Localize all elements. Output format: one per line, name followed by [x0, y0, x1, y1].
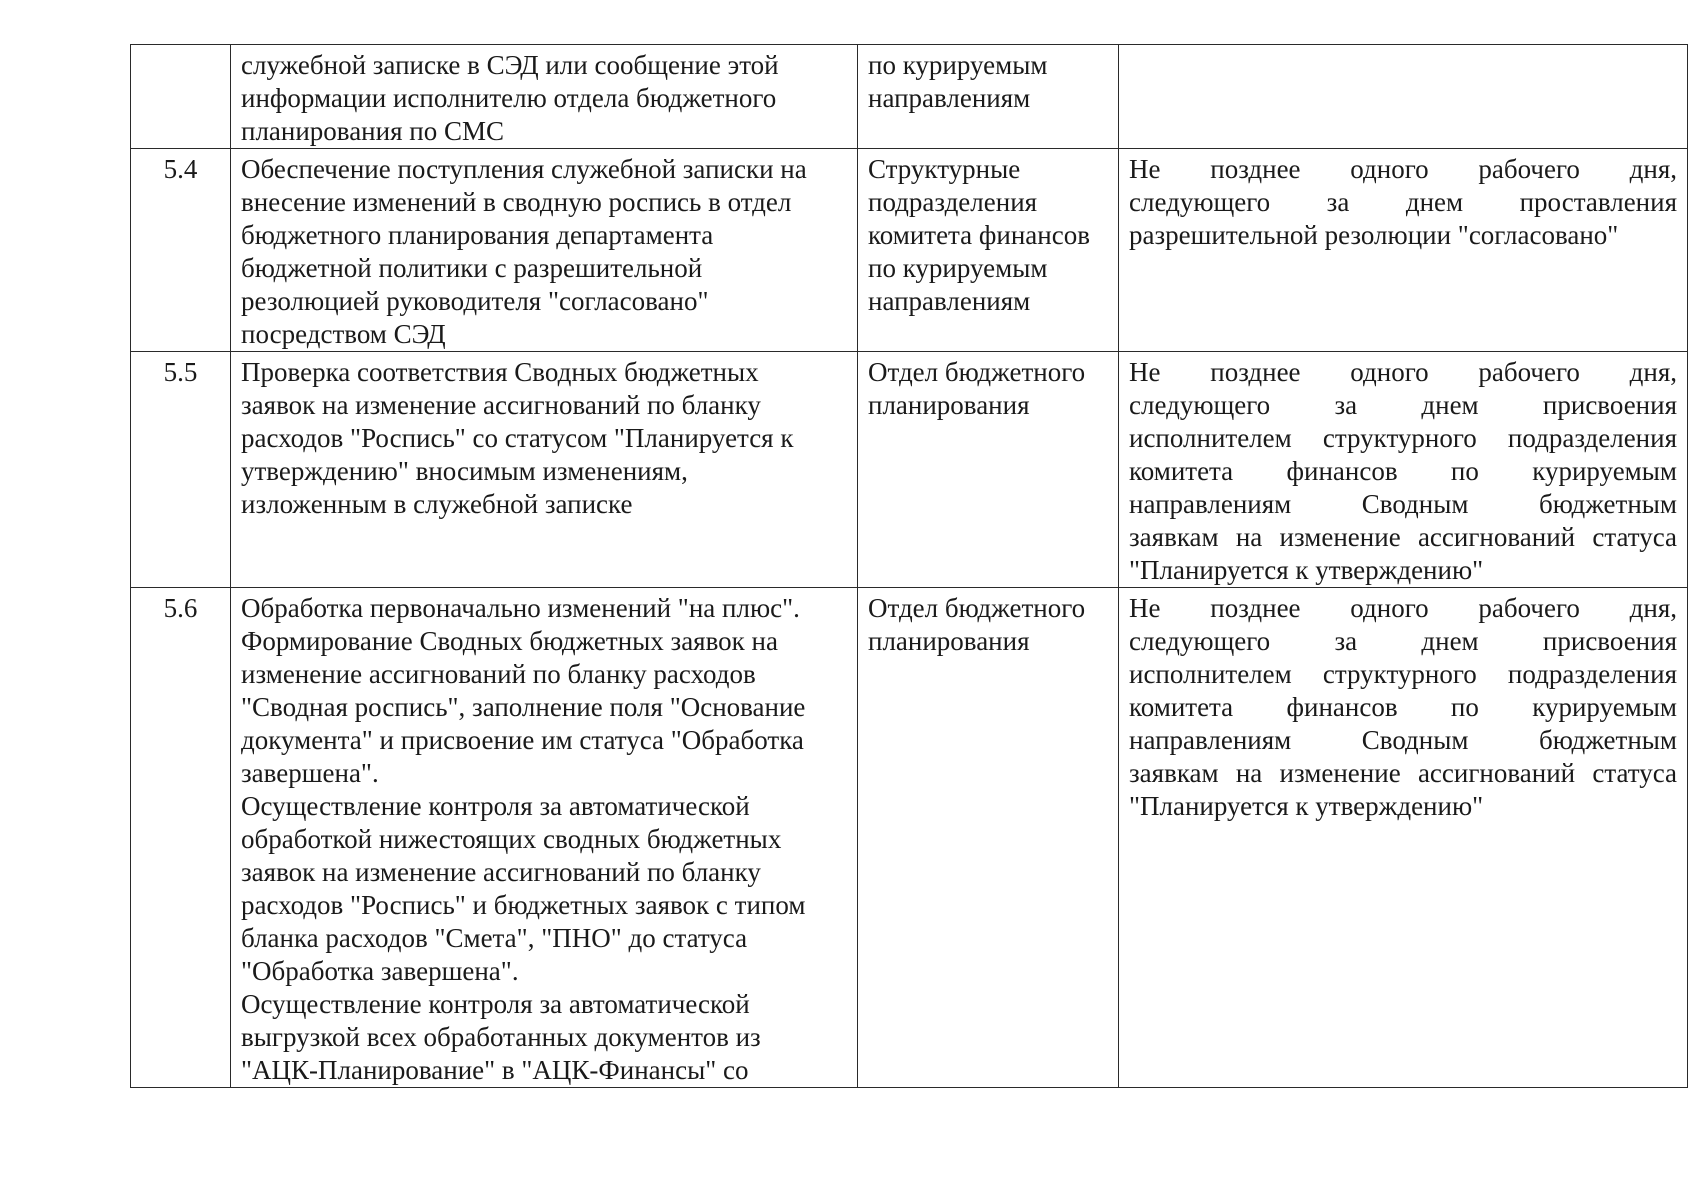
- cell-text-line: направлениям Сводным бюджетным: [1129, 725, 1677, 755]
- cell-text-line: комитета финансов по курируемым: [1129, 692, 1677, 722]
- cell-text-line: выгрузкой всех обработанных документов из: [241, 1022, 761, 1052]
- cell-text-line: заявкам на изменение ассигнований статуса: [1129, 522, 1677, 552]
- deadline-cell: [1119, 45, 1688, 149]
- cell-text-line: внесение изменений в сводную роспись в отдел: [241, 187, 792, 217]
- executor-cell: [858, 588, 1119, 1088]
- cell-text-line: информации исполнителю отдела бюджетного: [241, 83, 777, 113]
- cell-text-line: планирования по СМС: [241, 116, 504, 146]
- cell-text-line: комитета финансов по курируемым: [1129, 456, 1677, 486]
- table-row: [131, 149, 1688, 352]
- table-row: [131, 588, 1688, 1088]
- cell-text-line: по курируемым: [868, 253, 1048, 283]
- row-number-cell: [131, 45, 231, 149]
- cell-text-line: комитета финансов: [868, 220, 1090, 250]
- row-number-cell: 5.4: [131, 149, 231, 352]
- executor-cell: [858, 149, 1119, 352]
- cell-text-line: расходов "Роспись" со статусом "Планируется к: [241, 423, 794, 453]
- executor-cell: [858, 352, 1119, 588]
- cell-text-line: следующего за днем проставления: [1129, 187, 1677, 217]
- cell-text-line: документа" и присвоение им статуса "Обработка: [241, 725, 804, 755]
- cell-text-line: Отдел бюджетного: [868, 357, 1086, 387]
- cell-text-line: Структурные: [868, 154, 1021, 184]
- cell-text-line: исполнителем структурного подразделения: [1129, 659, 1677, 689]
- cell-text-line: Формирование Сводных бюджетных заявок на: [241, 626, 778, 656]
- cell-text-line: Не позднее одного рабочего дня,: [1129, 593, 1677, 623]
- row-number-cell: 5.5: [131, 352, 231, 588]
- cell-text-line: "Планируется к утверждению": [1129, 791, 1484, 821]
- procedure-table-body: [131, 45, 1688, 1088]
- cell-text-line: направлениям: [868, 83, 1031, 113]
- cell-text-line: направлениям: [868, 286, 1031, 316]
- cell-text-line: следующего за днем присвоения: [1129, 390, 1677, 420]
- cell-text-line: утверждению" вносимым изменениям,: [241, 456, 688, 486]
- cell-text-line: Осуществление контроля за автоматической: [241, 791, 750, 821]
- description-cell: [231, 45, 858, 149]
- cell-text-line: заявок на изменение ассигнований по бланку: [241, 390, 761, 420]
- cell-text-line: посредством СЭД: [241, 319, 446, 349]
- cell-text-line: изложенным в служебной записке: [241, 489, 633, 519]
- cell-text-line: планирования: [868, 390, 1030, 420]
- executor-cell: [858, 45, 1119, 149]
- cell-text-line: "Планируется к утверждению": [1129, 555, 1484, 585]
- cell-text-line: Осуществление контроля за автоматической: [241, 989, 750, 1019]
- cell-text-line: Не позднее одного рабочего дня,: [1129, 357, 1677, 387]
- description-cell: [231, 588, 858, 1088]
- cell-text-line: "АЦК-Планирование" в "АЦК-Финансы" со: [241, 1055, 749, 1085]
- cell-text-line: завершена".: [241, 758, 379, 788]
- cell-text-line: бюджетной политики с разрешительной: [241, 253, 703, 283]
- procedure-table: [130, 44, 1688, 1088]
- cell-text-line: "Обработка завершена".: [241, 956, 519, 986]
- cell-text-line: "Сводная роспись", заполнение поля "Основание: [241, 692, 806, 722]
- cell-text-line: направлениям Сводным бюджетным: [1129, 489, 1677, 519]
- cell-text-line: Обеспечение поступления служебной записки на: [241, 154, 807, 184]
- deadline-cell: [1119, 149, 1688, 352]
- cell-text-line: планирования: [868, 626, 1030, 656]
- cell-text-line: разрешительной резолюции "согласовано": [1129, 220, 1619, 250]
- table-row: [131, 352, 1688, 588]
- cell-text-line: расходов "Роспись" и бюджетных заявок с типом: [241, 890, 806, 920]
- cell-text-line: заявок на изменение ассигнований по бланку: [241, 857, 761, 887]
- cell-text-line: исполнителем структурного подразделения: [1129, 423, 1677, 453]
- cell-text-line: Проверка соответствия Сводных бюджетных: [241, 357, 759, 387]
- cell-text-line: служебной записке в СЭД или сообщение этой: [241, 50, 779, 80]
- cell-text-line: Обработка первоначально изменений "на плюс".: [241, 593, 800, 623]
- description-cell: [231, 352, 858, 588]
- description-cell: [231, 149, 858, 352]
- cell-text-line: обработкой нижестоящих сводных бюджетных: [241, 824, 782, 854]
- cell-text-line: Отдел бюджетного: [868, 593, 1086, 623]
- row-number-cell: 5.6: [131, 588, 231, 1088]
- deadline-cell: [1119, 588, 1688, 1088]
- cell-text-line: изменение ассигнований по бланку расходов: [241, 659, 756, 689]
- cell-text-line: Не позднее одного рабочего дня,: [1129, 154, 1677, 184]
- cell-text-line: бюджетного планирования департамента: [241, 220, 714, 250]
- cell-text-line: подразделения: [868, 187, 1038, 217]
- cell-text-line: бланка расходов "Смета", "ПНО" до статуса: [241, 923, 748, 953]
- cell-text-line: по курируемым: [868, 50, 1048, 80]
- cell-text-line: заявкам на изменение ассигнований статуса: [1129, 758, 1677, 788]
- cell-text-line: резолюцией руководителя "согласовано": [241, 286, 709, 316]
- cell-text-line: следующего за днем присвоения: [1129, 626, 1677, 656]
- table-row: [131, 45, 1688, 149]
- deadline-cell: [1119, 352, 1688, 588]
